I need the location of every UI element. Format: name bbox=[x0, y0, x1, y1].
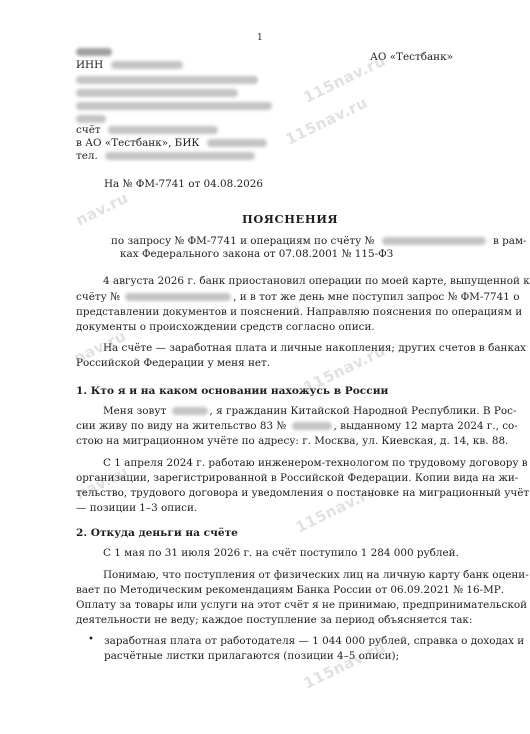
paragraph-line: С 1 апреля 2024 г. работаю инженером-технологом по трудовому договору в bbox=[103, 457, 528, 469]
sender-bank bbox=[76, 137, 267, 150]
section-heading: 1. Кто я и на каком основании нахожусь в России bbox=[76, 385, 389, 397]
watermark-text: 115nav.ru bbox=[300, 51, 389, 107]
recipient: АО «Тестбанк» bbox=[370, 51, 453, 63]
paragraph-line: деятельности не веду; каждое поступление за период объясняется так: bbox=[76, 614, 473, 626]
bank-label: в АО «Тестбанк», БИК bbox=[76, 137, 200, 149]
paragraph-text: Меня зовут bbox=[103, 405, 167, 417]
paragraph-line: Оплату за товары или услуги на этот счёт я не принимаю, предпринимательской bbox=[76, 599, 528, 611]
watermark-text: nav.ru bbox=[70, 326, 130, 368]
paragraph-line: документы о происхождении средств согласно описи. bbox=[76, 321, 375, 333]
bullet-icon: • bbox=[88, 634, 94, 645]
subtitle-line: ках Федерального закона от 07.08.2001 № 115-ФЗ bbox=[120, 248, 394, 260]
sender-phone bbox=[76, 150, 255, 163]
paragraph-line: Российской Федерации у меня нет. bbox=[76, 357, 271, 369]
page-number: 1 bbox=[257, 33, 263, 43]
paragraph-text: , выданному 12 марта 2024 г., со- bbox=[333, 420, 518, 432]
paragraph-line bbox=[76, 291, 519, 304]
sender-name-redacted bbox=[76, 46, 112, 59]
phone-label: тел. bbox=[76, 150, 98, 162]
paragraph-line: 4 августа 2026 г. банк приостановил операции по моей карте, выпущенной к bbox=[103, 275, 530, 287]
watermark-text: 115nav.ru bbox=[300, 341, 389, 397]
paragraph-line: организации, зарегистрированной в Российской Федерации. Копии вида на жи- bbox=[76, 472, 519, 484]
list-item-line: расчётные листки прилагаются (позиции 4–5 описи); bbox=[104, 650, 400, 662]
watermark-text: 115nav.ru bbox=[282, 93, 371, 149]
watermark-text: nav.ru bbox=[72, 462, 132, 504]
account-label: счёт bbox=[76, 124, 101, 136]
sender-inn bbox=[76, 59, 183, 72]
paragraph-line: С 1 мая по 31 июля 2026 г. на счёт поступило 1 284 000 рублей. bbox=[103, 547, 459, 559]
inn-label: ИНН bbox=[76, 59, 104, 71]
sender-address-redacted bbox=[76, 74, 258, 87]
watermark-text: 115nav.ru bbox=[300, 637, 389, 693]
paragraph-text: , и в тот же день мне поступил запрос № ФМ-7741 о bbox=[233, 291, 520, 303]
reference-line: На № ФМ-7741 от 04.08.2026 bbox=[104, 178, 264, 190]
sender-account bbox=[76, 124, 218, 137]
sender-address-redacted bbox=[76, 100, 272, 113]
watermark-text: 115nav.ru bbox=[292, 481, 381, 537]
subtitle-text: по запросу № ФМ-7741 и операциям по счёту № bbox=[111, 235, 375, 247]
paragraph-text: счёту № bbox=[76, 291, 120, 303]
paragraph-text: сии живу по виду на жительство 83 № bbox=[76, 420, 287, 432]
subtitle-text: в рам- bbox=[492, 235, 527, 247]
paragraph-line: стою на миграционном учёте по адресу: г. Москва, ул. Киевская, д. 14, кв. 88. bbox=[76, 435, 509, 447]
document-title: ПОЯСНЕНИЯ bbox=[242, 212, 339, 226]
paragraph-text: , я гражданин Китайской Народной Республики. В Рос- bbox=[209, 405, 517, 417]
paragraph-line: Понимаю, что поступления от физических лиц на личную карту банк оцени- bbox=[103, 569, 529, 581]
subtitle-line bbox=[111, 235, 527, 248]
paragraph-line: вает по Методическим рекомендациям Банка России от 06.09.2021 № 16-МР. bbox=[76, 584, 505, 596]
section-heading: 2. Откуда деньги на счёте bbox=[76, 527, 238, 539]
paragraph-line bbox=[76, 420, 518, 433]
watermark-text: nav.ru bbox=[72, 188, 132, 230]
paragraph-line: На счёте — заработная плата и личные накопления; других счетов в банках bbox=[103, 342, 526, 354]
paragraph-line bbox=[103, 405, 516, 418]
paragraph-line: тельство, трудового договора и уведомления о постановке на миграционный учёт bbox=[76, 487, 530, 499]
list-item-line: заработная плата от работодателя — 1 044 000 рублей, справка о доходах и bbox=[104, 635, 525, 647]
paragraph-line: — позиции 1–3 описи. bbox=[76, 502, 198, 514]
sender-address-redacted bbox=[76, 87, 238, 100]
paragraph-line: представлении документов и пояснений. Направляю пояснения по операциям и bbox=[76, 306, 523, 318]
